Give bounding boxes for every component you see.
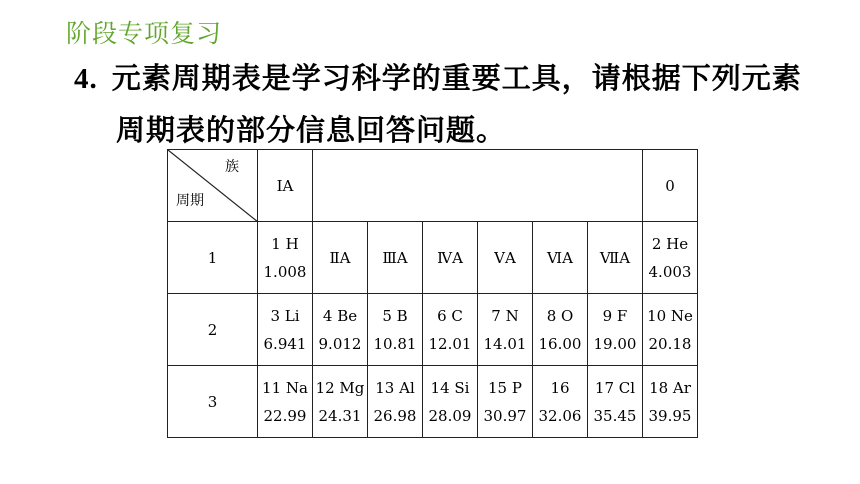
question-line-2: 周期表的部分信息回答问题。 — [116, 113, 507, 147]
table-row-period-2 — [168, 294, 698, 366]
question-line-1 — [74, 56, 802, 97]
element-symbol: 18 Ar — [649, 378, 691, 397]
header-group-1: ⅠA — [258, 150, 313, 222]
header-row — [168, 150, 698, 222]
atomic-mass: 24.31 — [318, 406, 362, 425]
element-cell — [313, 294, 368, 366]
element-cell — [533, 222, 588, 294]
element-symbol: 4 Be — [322, 306, 358, 325]
element-cell — [423, 366, 478, 438]
element-symbol: 8 O — [546, 306, 574, 325]
element-cell — [588, 366, 643, 438]
element-symbol: 5 B — [382, 306, 408, 325]
atomic-mass: 10.81 — [373, 334, 417, 353]
element-symbol: 16 — [550, 378, 570, 397]
element-cell — [258, 366, 313, 438]
element-cell — [313, 222, 368, 294]
element-cell — [258, 222, 313, 294]
corner-diagonal — [168, 150, 258, 222]
header-group-0: 0 — [643, 150, 698, 222]
question-text-1: 元素周期表是学习科学的重要工具，请根据下列元素 — [111, 61, 802, 95]
atomic-mass: 4.003 — [648, 262, 692, 281]
element-cell — [423, 222, 478, 294]
periodic-table — [167, 149, 698, 438]
section-title: 阶段专项复习 — [66, 19, 223, 48]
period-number-cell: 3 — [168, 366, 258, 438]
atomic-mass: 28.09 — [428, 406, 472, 425]
element-symbol: 6 C — [437, 306, 463, 325]
element-symbol: 10 Ne — [647, 306, 693, 325]
element-symbol: 15 P — [488, 378, 522, 397]
atomic-mass: 12.01 — [428, 334, 472, 353]
element-cell — [643, 222, 698, 294]
element-cell — [533, 366, 588, 438]
element-symbol: ⅥA — [547, 248, 573, 267]
atomic-mass: 26.98 — [373, 406, 417, 425]
atomic-mass: 9.012 — [318, 334, 362, 353]
atomic-mass: 6.941 — [263, 334, 307, 353]
element-cell — [258, 294, 313, 366]
element-cell — [533, 294, 588, 366]
element-symbol: ⅡA — [329, 248, 351, 267]
element-cell — [368, 222, 423, 294]
element-symbol: 11 Na — [262, 378, 308, 397]
element-symbol: 3 Li — [270, 306, 300, 325]
element-cell — [643, 294, 698, 366]
element-symbol: ⅣA — [437, 248, 463, 267]
element-cell — [478, 366, 533, 438]
period-number-cell: 1 — [168, 222, 258, 294]
element-symbol: 17 Cl — [594, 378, 636, 397]
element-symbol: 13 Al — [375, 378, 415, 397]
element-cell — [478, 222, 533, 294]
period-number-cell: 2 — [168, 294, 258, 366]
header-blank — [313, 150, 643, 222]
element-cell — [368, 366, 423, 438]
element-cell — [588, 222, 643, 294]
atomic-mass: 30.97 — [483, 406, 527, 425]
element-symbol: ⅤA — [494, 248, 516, 267]
atomic-mass: 16.00 — [538, 334, 582, 353]
element-cell — [643, 366, 698, 438]
element-symbol: 7 N — [491, 306, 519, 325]
atomic-mass: 1.008 — [263, 262, 307, 281]
question-number: 4. — [74, 63, 98, 95]
corner-cell — [168, 150, 258, 222]
table-row-period-3 — [168, 366, 698, 438]
element-cell — [423, 294, 478, 366]
atomic-mass: 35.45 — [593, 406, 637, 425]
element-cell — [313, 366, 368, 438]
atomic-mass: 22.99 — [263, 406, 307, 425]
period-label: 周期 — [176, 193, 204, 209]
element-symbol: 14 Si — [430, 378, 470, 397]
element-cell — [478, 294, 533, 366]
element-symbol: ⅦA — [599, 248, 631, 267]
atomic-mass: 39.95 — [648, 406, 692, 425]
element-cell — [588, 294, 643, 366]
group-label: 族 — [225, 159, 239, 175]
element-symbol: 9 F — [602, 306, 628, 325]
element-symbol: 2 He — [651, 234, 689, 253]
element-cell — [368, 294, 423, 366]
table-row-period-1 — [168, 222, 698, 294]
element-symbol: 12 Mg — [315, 378, 365, 397]
element-symbol: ⅢA — [382, 248, 408, 267]
atomic-mass: 32.06 — [538, 406, 582, 425]
atomic-mass: 14.01 — [483, 334, 527, 353]
atomic-mass: 20.18 — [648, 334, 692, 353]
element-symbol: 1 H — [271, 234, 299, 253]
atomic-mass: 19.00 — [593, 334, 637, 353]
